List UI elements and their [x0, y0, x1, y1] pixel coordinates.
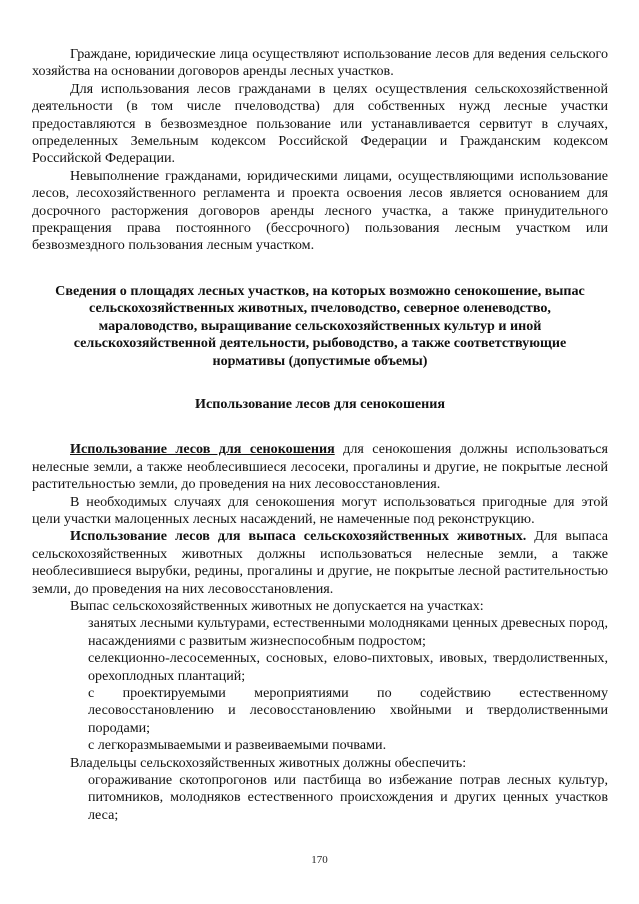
- list-item: занятых лесными культурами, естественными молодняками ценных древесных пород, насаждениями с развитым жизнеспособным подростом;: [88, 615, 608, 649]
- section-heading: Сведения о площадях лесных участков, на которых возможно сенокошение, выпас сельскохозяйственных животных, пчеловодство, северное оленеводство, мараловодство, выращивание сельскохозяйственных культур и иной сельскохозяйственной деятельности, рыбоводство, а также соответствующие нормативы (допустимые объемы): [55, 282, 585, 369]
- list-item: огораживание скотопрогонов или пастбища во избежание потрав лесных культур, питомников, молодняков естественного происхождения и других ценных участков леса;: [88, 772, 608, 823]
- list-item: с проектируемыми мероприятиями по содействию естественному лесовосстановлению и лесовосстановлению хвойными и твердолиственными породами;: [88, 685, 608, 736]
- subheading-haymaking: Использование лесов для сенокошения: [195, 395, 445, 412]
- paragraph-free-use: Для использования лесов гражданами в целях осуществления сельскохозяйственной деятельности (в том числе пчеловодства) для собственных нужд лесные участки предоставляются в безвозмездное пользование или устанавливается сервитут в случаях, определенных Земельным кодексом Российской Федерации и Гражданским кодексом Российской Федерации.: [32, 80, 608, 167]
- list-item: селекционно-лесосеменных, сосновых, елово-пихтовых, ивовых, твердолиственных, орехоплодных плантаций;: [88, 650, 608, 684]
- page-number: 170: [311, 854, 328, 866]
- paragraph-haymaking: [32, 441, 608, 493]
- haymaking-lead: Использование лесов для сенокошения: [70, 441, 335, 458]
- grazing-not-allowed-intro: Выпас сельскохозяйственных животных не допускается на участках:: [70, 597, 484, 614]
- list-item: с легкоразмываемыми и развеиваемыми почвами.: [88, 737, 387, 754]
- grazing-text: Для выпаса сельскохозяйственных животных должны использоваться нелесные земли, а также необлесившиеся вырубки, редины, прогалины и другие, не покрытые лесной растительностью земли, до проведения на них лесовосстановления.: [32, 528, 608, 597]
- paragraph-violation: Невыполнение гражданами, юридическими лицами, осуществляющими использование лесов, лесохозяйственного регламента и проекта освоения лесов является основанием для досрочного расторжения договоров аренды лесного участка, а также принудительного прекращения права постоянного (бессрочного) пользования лесным участком или безвозмездного пользования лесным участком.: [32, 167, 608, 254]
- paragraph-haymaking-2: В необходимых случаях для сенокошения могут использоваться пригодные для этой цели участки малоценных лесных насаждений, не намеченные под реконструкцию.: [32, 493, 608, 527]
- paragraph-citizens-lease: Граждане, юридические лица осуществляют использование лесов для ведения сельского хозяйства на основании договоров аренды лесных участков.: [32, 46, 608, 80]
- paragraph-grazing: [32, 528, 608, 598]
- grazing-lead: Использование лесов для выпаса сельскохозяйственных животных.: [70, 528, 527, 545]
- owners-intro: Владельцы сельскохозяйственных животных должны обеспечить:: [70, 754, 467, 771]
- haymaking-text: для сенокошения должны использоваться нелесные земли, а также необлесившиеся лесосеки, прогалины и другие, не покрытые лесной растительностью земли, до проведения на них лесовосстановления.: [32, 441, 608, 493]
- document-page: [32, 46, 608, 824]
